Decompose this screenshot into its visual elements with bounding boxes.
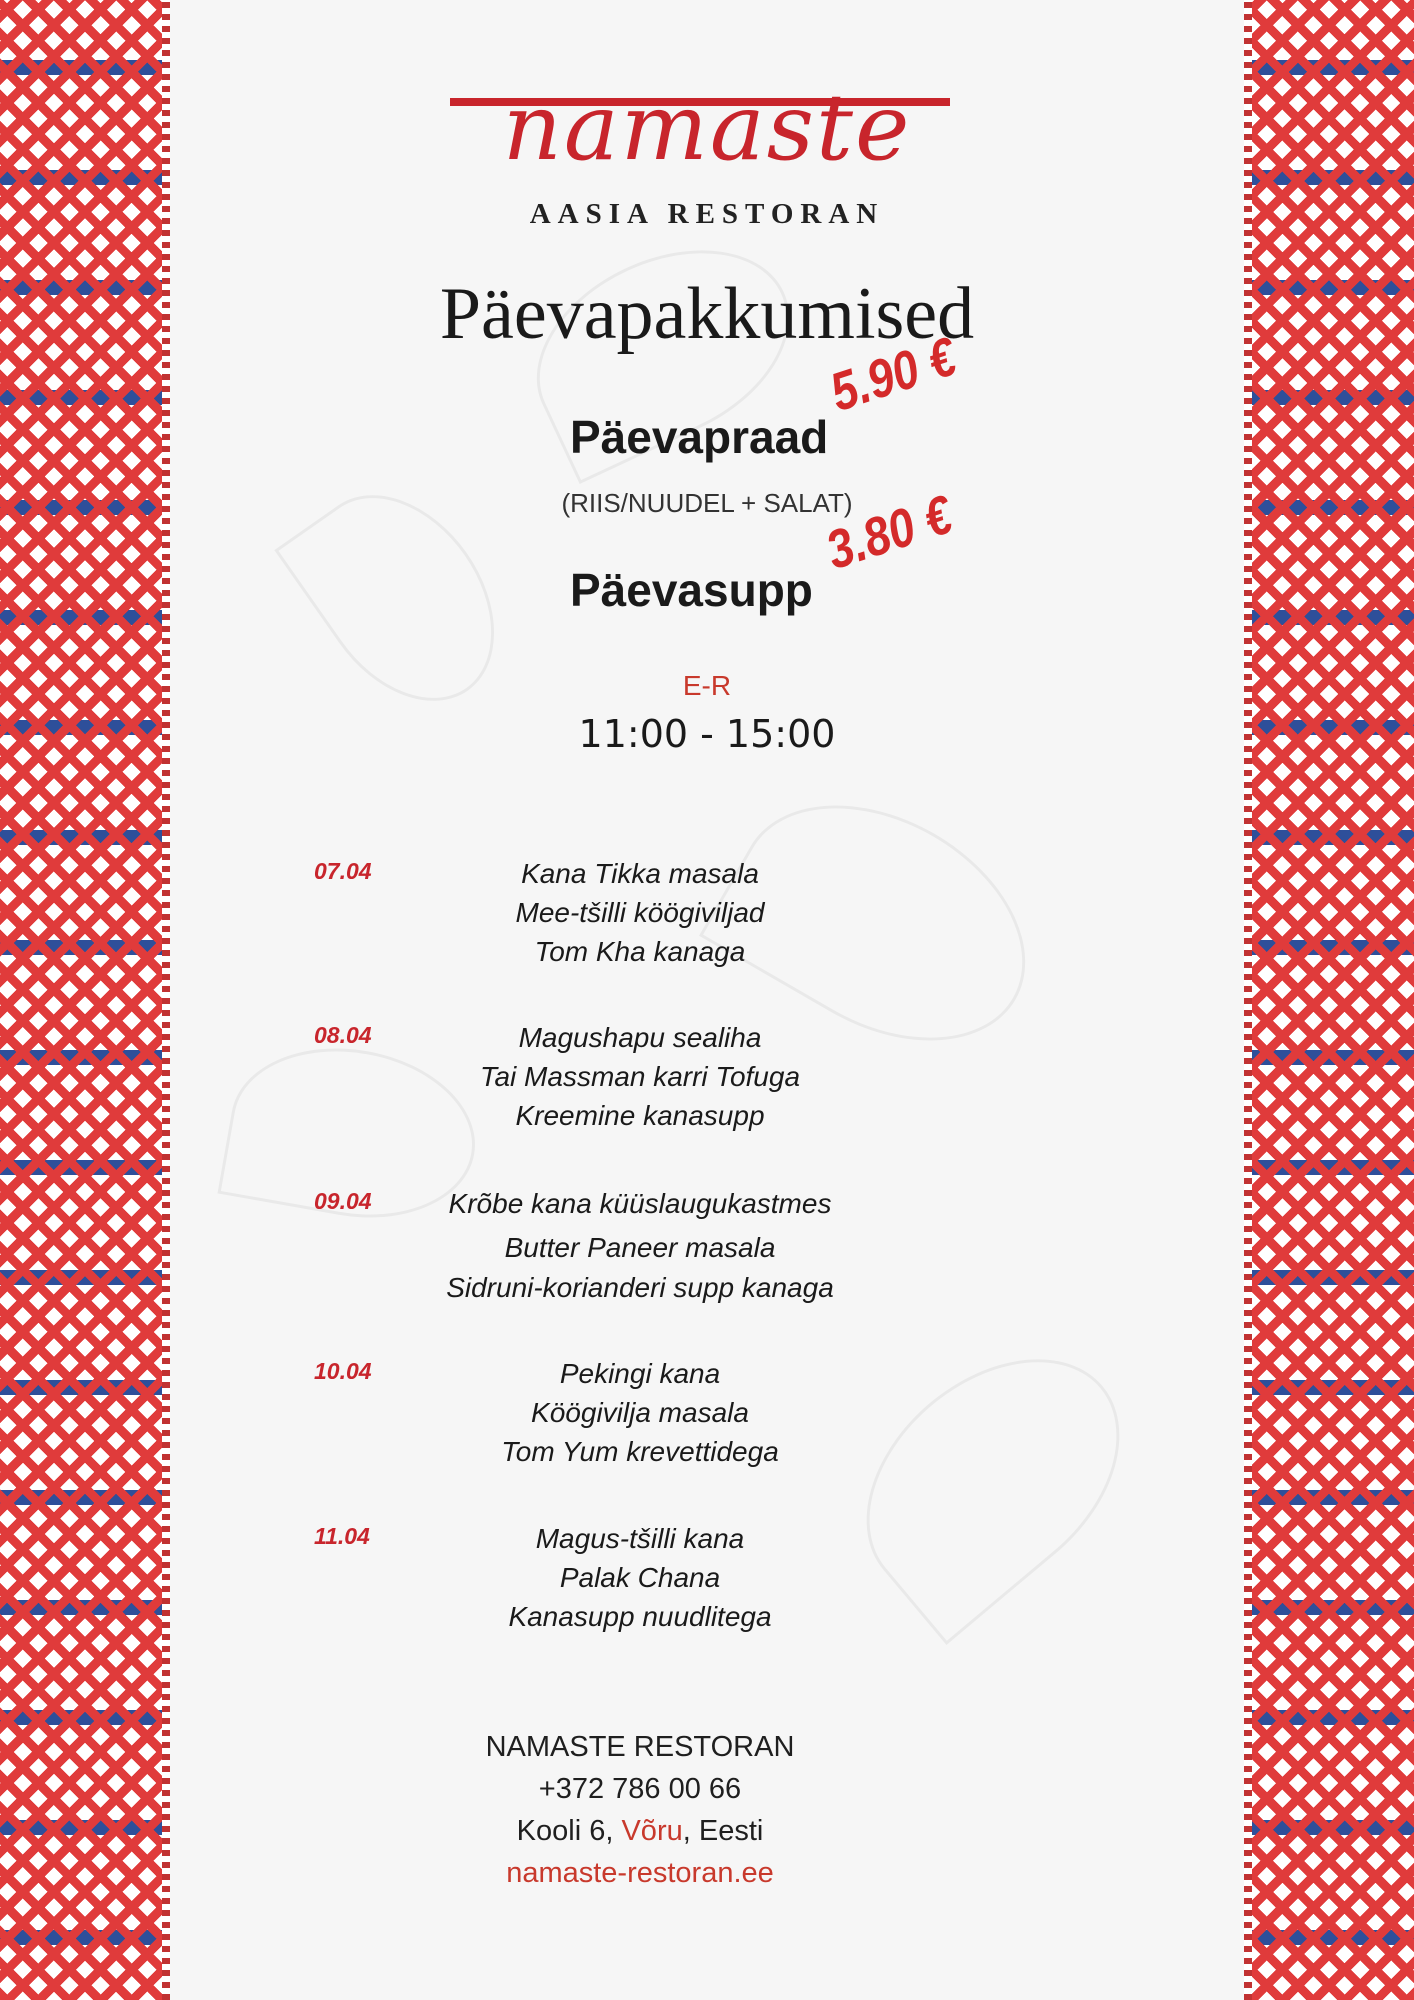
- menu-day-date: 07.04: [314, 858, 372, 884]
- right-ornamental-border: [1244, 0, 1414, 2000]
- menu-dish: Pekingi kana: [559, 1358, 721, 1389]
- footer-website-link[interactable]: namaste-restoran.ee: [506, 1857, 774, 1889]
- footer-address-street: Kooli 6,: [516, 1815, 622, 1847]
- menu-dish: Kana Tikka masala: [521, 858, 759, 889]
- daily-soup-label: Päevasupp: [570, 564, 813, 616]
- menu-day-date: 10.04: [314, 1358, 372, 1384]
- menu-dish: Krõbe kana küüslaugukastmes: [448, 1188, 832, 1219]
- serving-days: E-R: [682, 670, 732, 701]
- footer-address-city: Võru: [621, 1815, 683, 1847]
- menu-dish: Kanasupp nuudlitega: [508, 1601, 772, 1632]
- menu-dish: Tom Yum krevettidega: [501, 1436, 779, 1467]
- menu-dish: Butter Paneer masala: [504, 1232, 776, 1263]
- footer-address: [170, 1815, 1110, 1848]
- menu-dish: Magus-tšilli kana: [535, 1523, 745, 1554]
- restaurant-subtitle: AASIA RESTORAN: [529, 198, 885, 230]
- menu-dish: Sidruni-korianderi supp kanaga: [446, 1272, 834, 1303]
- left-ornamental-border: [0, 0, 170, 2000]
- restaurant-logo: namaste: [502, 74, 912, 181]
- page-title: Päevapakkumised: [439, 273, 975, 355]
- serving-hours: 11:00 - 15:00: [578, 712, 836, 756]
- daily-soup-price: 3.80 €: [819, 484, 960, 582]
- footer-restaurant-name: NAMASTE RESTORAN: [485, 1731, 795, 1763]
- menu-dish: Tai Massman karri Tofuga: [479, 1061, 801, 1092]
- right-border-edge: [1244, 0, 1252, 2000]
- menu-dish: Palak Chana: [559, 1562, 721, 1593]
- left-border-edge: [162, 0, 170, 2000]
- daily-dish-price: 5.90 €: [823, 326, 964, 424]
- menu-dish: Mee-tšilli köögiviljad: [515, 897, 765, 928]
- footer-phone: +372 786 00 66: [538, 1773, 742, 1805]
- menu-dish: Magushapu sealiha: [518, 1022, 762, 1053]
- menu-day-date: 11.04: [314, 1523, 370, 1549]
- footer-address-country: , Eesti: [682, 1815, 764, 1847]
- menu-day-date: 09.04: [314, 1188, 372, 1214]
- menu-dish: Köögivilja masala: [531, 1397, 749, 1428]
- daily-dish-note: (RIIS/NUUDEL + SALAT): [561, 488, 853, 518]
- daily-dish-label: Päevapraad: [570, 411, 829, 463]
- menu-dish: Kreemine kanasupp: [515, 1100, 765, 1131]
- menu-day-date: 08.04: [314, 1022, 372, 1048]
- menu-dish: Tom Kha kanaga: [534, 936, 746, 967]
- menu-sheet: [170, 0, 1244, 2000]
